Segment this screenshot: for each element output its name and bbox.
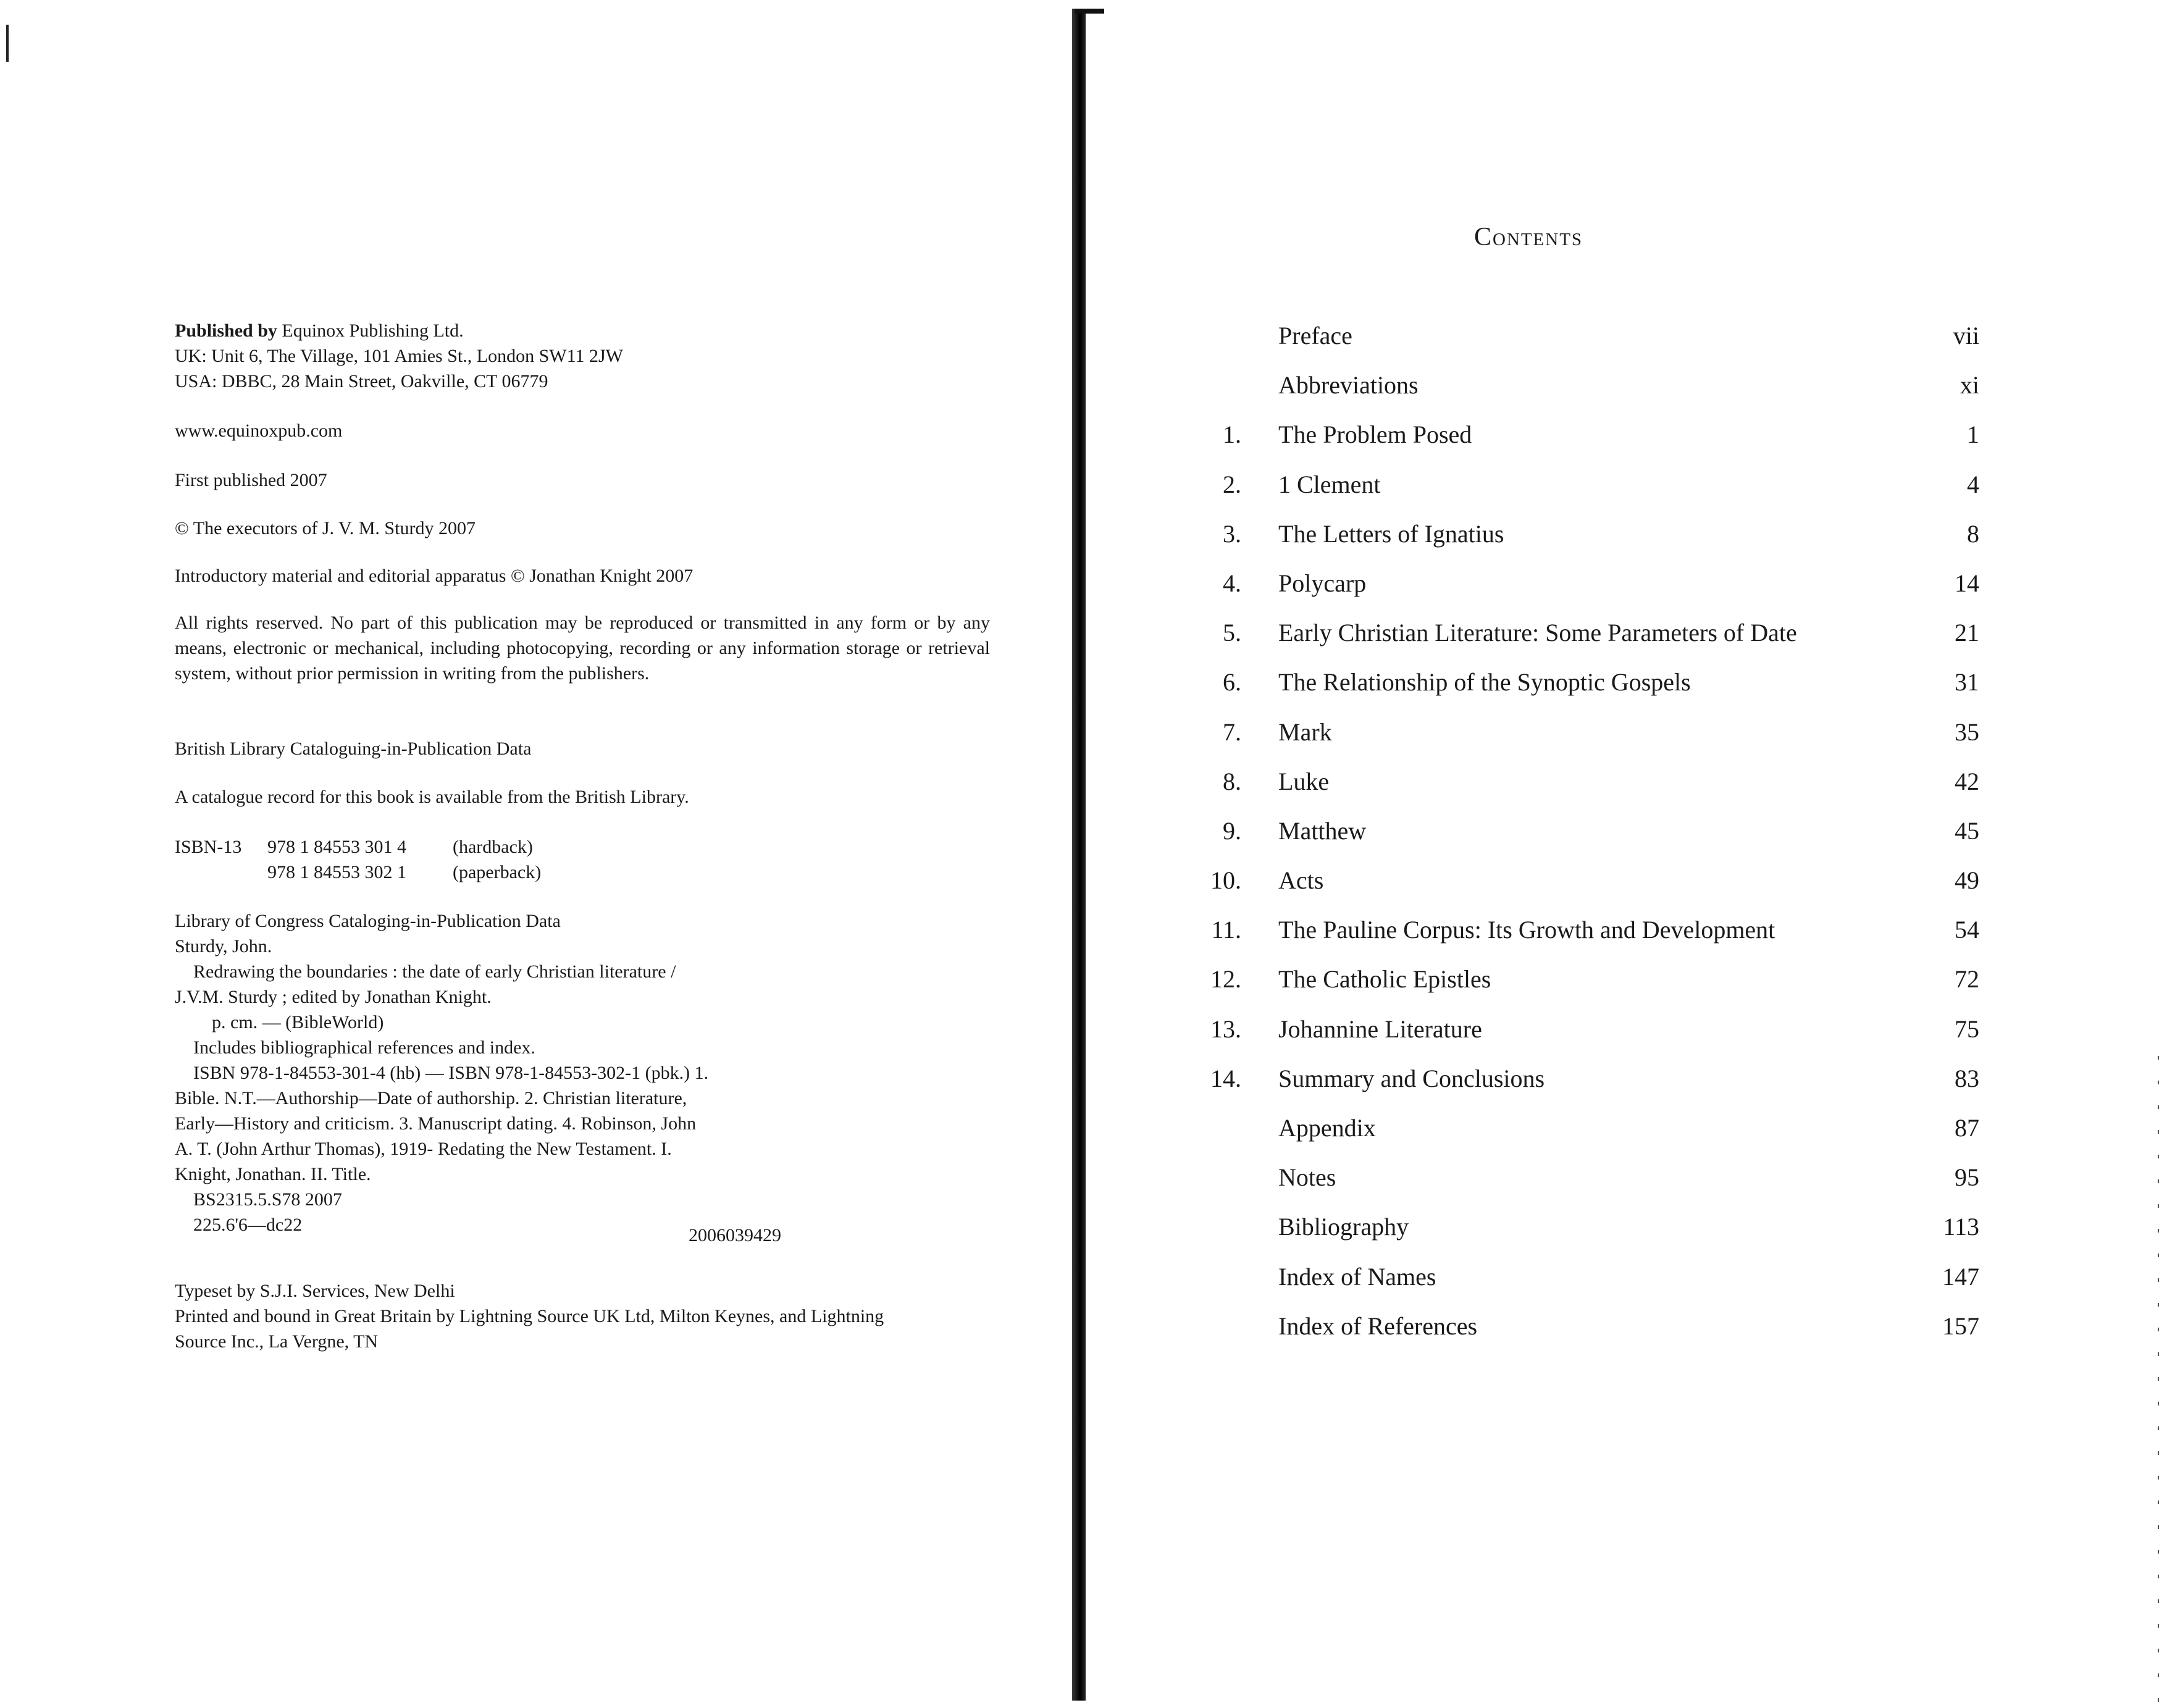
- isbn-block: [175, 834, 996, 885]
- toc-entry-title: The Problem Posed: [1278, 421, 1472, 449]
- toc-entry[interactable]: [1180, 915, 1979, 965]
- loc-title-2: J.V.M. Sturdy ; edited by Jonathan Knight.: [175, 987, 492, 1007]
- toc-entry-title: The Relationship of the Synoptic Gospels: [1278, 668, 1691, 697]
- toc-entry-page: 147: [1942, 1262, 1979, 1291]
- toc-entry[interactable]: [1180, 519, 1979, 569]
- first-published: First published 2007: [175, 470, 327, 490]
- table-of-contents: [1180, 321, 1979, 1361]
- toc-entry-number: 1.: [1223, 421, 1241, 449]
- toc-entry[interactable]: [1180, 767, 1979, 816]
- toc-entry-title: Johannine Literature: [1278, 1015, 1482, 1043]
- toc-entry-title: Mark: [1278, 718, 1332, 746]
- isbn-paperback-type: (paperback): [453, 862, 542, 882]
- toc-entry-title: Preface: [1278, 322, 1352, 350]
- toc-entry-title: Notes: [1278, 1163, 1336, 1192]
- toc-entry-page: 45: [1955, 816, 1979, 845]
- toc-entry-title: Abbreviations: [1278, 371, 1419, 400]
- loc-control-number: 2006039429: [689, 1225, 781, 1245]
- publisher-name: Equinox Publishing Ltd.: [282, 320, 464, 341]
- toc-entry-page: 87: [1955, 1114, 1979, 1142]
- publisher-block: [175, 318, 996, 394]
- toc-entry-number: 6.: [1223, 668, 1241, 697]
- toc-entry-number: 11.: [1211, 916, 1241, 944]
- toc-entry-title: The Pauline Corpus: Its Growth and Development: [1278, 916, 1775, 944]
- contents-page: [1087, 0, 2167, 1708]
- toc-entry-title: Luke: [1278, 767, 1330, 795]
- toc-entry[interactable]: [1180, 470, 1979, 519]
- toc-entry-title: Index of Names: [1278, 1262, 1436, 1291]
- toc-entry-page: 21: [1955, 619, 1979, 647]
- uk-address: UK: Unit 6, The Village, 101 Amies St., London SW11 2JW: [175, 346, 623, 366]
- toc-entry[interactable]: [1180, 618, 1979, 668]
- book-spine-gutter: [1072, 9, 1086, 1701]
- toc-entry-number: 9.: [1223, 816, 1241, 845]
- printed-line-2: Source Inc., La Vergne, TN: [175, 1331, 379, 1352]
- usa-address: USA: DBBC, 28 Main Street, Oakville, CT 06779: [175, 371, 548, 391]
- toc-entry[interactable]: [1180, 866, 1979, 915]
- toc-entry[interactable]: [1180, 370, 1979, 420]
- toc-entry-number: 8.: [1223, 767, 1241, 795]
- toc-entry[interactable]: [1180, 321, 1979, 370]
- toc-entry[interactable]: [1180, 1064, 1979, 1113]
- rights-statement: All rights reserved. No part of this publication may be reproduced or transmitted in any form or by any means, electronic or mechanical, including photocopying, recording or any information storage or retrieval system, without prior permission in writing from the publishers.: [175, 613, 990, 684]
- toc-entry-page: 8: [1967, 519, 1979, 548]
- loc-pcm: p. cm. — (BibleWorld): [212, 1012, 384, 1032]
- toc-entry-number: 4.: [1223, 569, 1241, 597]
- toc-entry-page: 49: [1955, 866, 1979, 895]
- toc-entry-page: 54: [1955, 916, 1979, 944]
- typeset-line: Typeset by S.J.I. Services, New Delhi: [175, 1281, 455, 1301]
- toc-entry-page: vii: [1953, 322, 1979, 350]
- toc-entry-page: 42: [1955, 767, 1979, 795]
- toc-entry[interactable]: [1180, 1312, 1979, 1361]
- editorial-copyright: Introductory material and editorial apparatus © Jonathan Knight 2007: [175, 566, 694, 586]
- toc-entry-title: The Letters of Ignatius: [1278, 519, 1504, 548]
- loc-author: Sturdy, John.: [175, 936, 272, 957]
- loc-heading: Library of Congress Cataloging-in-Publication Data: [175, 911, 561, 931]
- toc-entry-page: 35: [1955, 718, 1979, 746]
- isbn-hardback: 978 1 84553 301 4: [267, 837, 406, 857]
- loc-title-1: Redrawing the boundaries : the date of early Christian literature /: [193, 961, 676, 982]
- toc-entry-number: 14.: [1210, 1064, 1241, 1092]
- toc-entry-page: 72: [1955, 965, 1979, 994]
- toc-entry[interactable]: [1180, 1015, 1979, 1064]
- toc-entry-title: Polycarp: [1278, 569, 1367, 597]
- loc-includes: Includes bibliographical references and index.: [193, 1037, 535, 1058]
- loc-class-1: BS2315.5.S78 2007: [193, 1189, 342, 1210]
- toc-entry[interactable]: [1180, 718, 1979, 767]
- bl-cip-heading: British Library Cataloguing-in-Publication Data: [175, 739, 532, 759]
- loc-subjects-4: Knight, Jonathan. II. Title.: [175, 1164, 371, 1184]
- toc-entry-number: 7.: [1223, 718, 1241, 746]
- toc-entry[interactable]: [1180, 1113, 1979, 1163]
- website: www.equinoxpub.com: [175, 421, 343, 441]
- loc-subjects-2: Early—History and criticism. 3. Manuscript dating. 4. Robinson, John: [175, 1113, 697, 1134]
- loc-subjects-3: A. T. (John Arthur Thomas), 1919- Redating the New Testament. I.: [175, 1139, 672, 1159]
- toc-entry-title: Acts: [1278, 866, 1324, 895]
- toc-entry-page: 31: [1955, 668, 1979, 697]
- loc-class-2: 225.6'6—dc22: [193, 1215, 303, 1235]
- toc-entry-page: 83: [1955, 1064, 1979, 1092]
- toc-entry-page: xi: [1960, 371, 1979, 400]
- copyright-line: © The executors of J. V. M. Sturdy 2007: [175, 518, 476, 538]
- toc-entry-number: 13.: [1210, 1015, 1241, 1043]
- toc-entry-title: Index of References: [1278, 1312, 1478, 1340]
- contents-title: Contents: [1473, 223, 1583, 251]
- printer-block: [175, 1278, 1002, 1354]
- toc-entry-page: 1: [1967, 421, 1979, 449]
- toc-entry[interactable]: [1180, 1212, 1979, 1262]
- toc-entry[interactable]: [1180, 965, 1979, 1014]
- publisher-label: Published by: [175, 320, 277, 341]
- loc-subjects-1: Bible. N.T.—Authorship—Date of authorship. 2. Christian literature,: [175, 1088, 687, 1108]
- toc-entry[interactable]: [1180, 569, 1979, 618]
- toc-entry-number: 2.: [1223, 470, 1241, 498]
- toc-entry-title: Bibliography: [1278, 1213, 1409, 1241]
- toc-entry-title: Summary and Conclusions: [1278, 1064, 1545, 1092]
- toc-entry[interactable]: [1180, 668, 1979, 717]
- toc-entry-title: Matthew: [1278, 816, 1367, 845]
- toc-entry[interactable]: [1180, 1163, 1979, 1212]
- isbn-hardback-type: (hardback): [453, 837, 533, 857]
- toc-entry-page: 113: [1943, 1213, 1979, 1241]
- toc-entry-title: Appendix: [1278, 1114, 1376, 1142]
- bl-record: A catalogue record for this book is available from the British Library.: [175, 787, 689, 807]
- toc-entry-title: The Catholic Epistles: [1278, 965, 1491, 994]
- toc-entry[interactable]: [1180, 1262, 1979, 1312]
- toc-entry-page: 4: [1967, 470, 1979, 498]
- isbn-paperback: 978 1 84553 302 1: [267, 862, 406, 882]
- toc-entry-page: 95: [1955, 1163, 1979, 1192]
- isbn-label: ISBN-13: [175, 837, 242, 857]
- toc-entry-page: 157: [1942, 1312, 1979, 1340]
- toc-entry-page: 14: [1955, 569, 1979, 597]
- toc-entry-number: 12.: [1210, 965, 1241, 994]
- toc-entry[interactable]: [1180, 420, 1979, 469]
- toc-entry-number: 3.: [1223, 519, 1241, 548]
- toc-entry-number: 10.: [1210, 866, 1241, 895]
- printed-line-1: Printed and bound in Great Britain by Lightning Source UK Ltd, Milton Keynes, and Lightning: [175, 1306, 884, 1326]
- toc-entry-page: 75: [1955, 1015, 1979, 1043]
- loc-cip-block: [175, 908, 996, 1237]
- toc-entry-title: Early Christian Literature: Some Parameters of Date: [1278, 619, 1797, 647]
- toc-entry-number: 5.: [1223, 619, 1241, 647]
- toc-entry[interactable]: [1180, 816, 1979, 866]
- loc-isbn: ISBN 978-1-84553-301-4 (hb) — ISBN 978-1-84553-302-1 (pbk.) 1.: [193, 1063, 709, 1083]
- toc-entry-title: 1 Clement: [1278, 470, 1381, 498]
- copyright-page: [0, 0, 1062, 1708]
